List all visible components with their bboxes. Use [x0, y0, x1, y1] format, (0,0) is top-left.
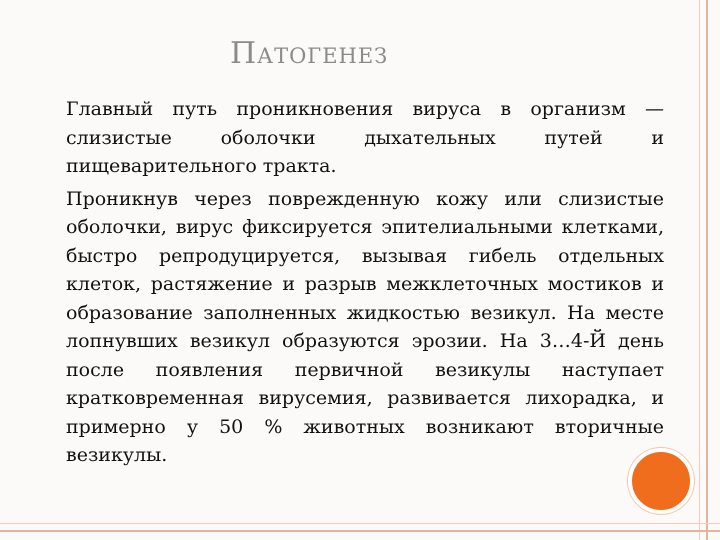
slide-title: [230, 36, 388, 71]
decorative-circle-icon: [628, 448, 694, 514]
slide-body: [66, 95, 664, 474]
title-initial: П: [230, 36, 258, 71]
border-line: [699, 0, 700, 540]
title-rest: АТОГЕНЕЗ: [257, 44, 389, 68]
paragraph: Проникнув через поврежденную кожу или слизистые оболочки, вирус фиксируется эпителиальными клетками, быстро репродуцируется, вызывая гибель отдельных клеток, растяжение и разрыв межклеточных мостиков и образование заполненных жидкостью везикул. На месте лопнувших везикул образуются эрозии. На 3…4-Й день после появления первичной везикулы наступает кратковременная вирусемия, развивается лихорадка, и примерно у 50 % животных возникают вторичные везикулы.: [66, 187, 664, 466]
paragraph: Главный путь проникновения вируса в организм — слизистые оболочки дыхательных путей и пищеварительного тракта.: [66, 98, 664, 177]
border-line: [0, 530, 720, 532]
border-line: [706, 0, 708, 540]
border-line: [0, 523, 720, 524]
